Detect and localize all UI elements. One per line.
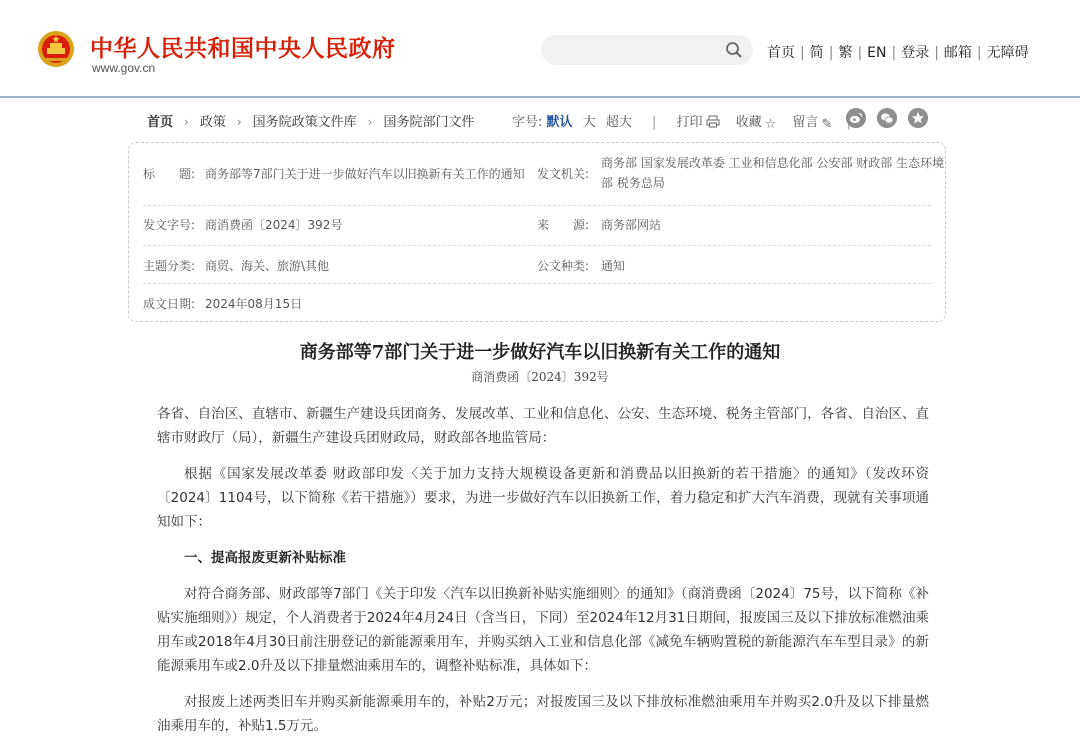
breadcrumb-home[interactable]: 首页 — [147, 115, 174, 130]
star-outline-icon: ☆ — [764, 117, 777, 132]
meta-topic-label: 主题分类: — [143, 259, 196, 273]
chevron-right-icon: › — [184, 115, 189, 129]
printer-icon — [706, 115, 720, 128]
article-title: 商务部等7部门关于进一步做好汽车以旧换新有关工作的通知 — [299, 342, 781, 363]
nav-separator: | — [976, 45, 982, 61]
nav-separator: | — [891, 45, 897, 61]
national-emblem-icon[interactable] — [36, 28, 76, 68]
meta-docno-label: 发文字号: — [143, 218, 196, 232]
tools-separator: | — [652, 115, 657, 130]
article-section-heading: 一、提高报废更新补贴标准 — [184, 550, 346, 566]
pencil-icon: ✎ — [821, 117, 833, 132]
nav-separator: | — [934, 45, 939, 61]
wechat-icon[interactable] — [877, 108, 897, 128]
favorite-label: 收藏 — [735, 115, 762, 130]
meta-source-value: 商务部网站 — [601, 218, 662, 232]
search-input[interactable] — [555, 35, 719, 67]
nav-login[interactable]: 登录 — [901, 45, 930, 61]
comment-button[interactable] — [793, 115, 833, 130]
nav-separator: | — [828, 45, 834, 61]
weibo-icon[interactable] — [846, 108, 866, 128]
comment-label: 留言 — [792, 115, 819, 130]
meta-source-label: 来 源: — [537, 218, 590, 232]
font-size-xlarge[interactable]: 超大 — [605, 115, 632, 130]
breadcrumb-policy[interactable]: 政策 — [199, 115, 226, 130]
meta-row-topic — [143, 245, 931, 284]
article-paragraph: 对符合商务部、财政部等7部门《关于印发〈汽车以旧换新补贴实施细则〉的通知》（商消费函〔2024〕75号，以下简称《补贴实施细则》）规定，个人消费者于2024年4月24日（含当日，下同）至2024年12月31日期间，报废国三及以下排放标准燃油乘用车或2018年4月30日前注册登记的新能源乘用车，并购买纳入工业和信息化部《减免车辆购置税的新能源汽车车型目录》的新能源乘用车或2.0升及以下排量燃油乘用车的，调整补贴标准，具体如下： — [157, 586, 929, 674]
chevron-right-icon: › — [236, 115, 242, 129]
article-body — [157, 402, 929, 750]
meta-row-docno — [143, 205, 931, 246]
star-icon[interactable] — [908, 108, 928, 128]
site-title[interactable]: 中华人民共和国中央人民政府 — [90, 36, 396, 62]
font-size-label: 字号: — [512, 115, 543, 130]
article-docno: 商消费函〔2024〕392号 — [471, 370, 609, 384]
nav-home[interactable]: 首页 — [767, 45, 795, 61]
meta-type-value: 通知 — [601, 259, 626, 273]
site-header — [0, 0, 1080, 98]
nav-simplified[interactable]: 简 — [809, 45, 824, 61]
meta-row-date — [143, 283, 931, 321]
meta-date-value: 2024年08月15日 — [205, 297, 303, 311]
chevron-right-icon: › — [367, 115, 373, 129]
breadcrumb-policy-library[interactable]: 国务院政策文件库 — [252, 115, 357, 130]
nav-english[interactable]: EN — [867, 45, 887, 61]
meta-date-label: 成文日期: — [143, 297, 196, 311]
article-paragraph: 对报废上述两类旧车并购买新能源乘用车的，补贴2万元；对报废国三及以下排放标准燃油乘用车并购买2.0升及以下排量燃油乘用车的，补贴1.5万元。 — [157, 694, 929, 734]
breadcrumb-department-docs[interactable]: 国务院部门文件 — [383, 115, 475, 130]
search-icon[interactable] — [725, 41, 743, 59]
article-tools — [512, 111, 861, 132]
site-url[interactable]: www.gov.cn — [92, 61, 156, 75]
font-size-large[interactable]: 大 — [582, 115, 596, 130]
breadcrumb-bar — [0, 98, 1080, 142]
meta-issuer-label: 发文机关: — [537, 167, 590, 181]
meta-title-label: 标 题: — [143, 167, 196, 181]
article-paragraph: 根据《国家发展改革委 财政部印发〈关于加力支持大规模设备更新和消费品以旧换新的若干措施〉的通知》（发改环资〔2024〕1104号，以下简称《若干措施》）要求，为进一步做好汽车以旧换新工作，着力稳定和扩大汽车消费，现就有关事项通知如下： — [157, 466, 929, 530]
meta-docno-value: 商消费函〔2024〕392号 — [205, 218, 343, 232]
meta-type-label: 公文种类: — [537, 259, 590, 273]
print-label: 打印 — [676, 115, 703, 130]
nav-separator: | — [800, 45, 805, 61]
top-nav — [767, 42, 1029, 62]
nav-mail[interactable]: 邮箱 — [943, 45, 972, 61]
nav-traditional[interactable]: 繁 — [838, 45, 853, 61]
meta-row-title — [143, 153, 945, 206]
favorite-button[interactable] — [736, 115, 777, 130]
meta-topic-value: 商贸、海关、旅游\其他 — [205, 259, 330, 273]
article-paragraph: 各省、自治区、直辖市、新疆生产建设兵团商务、发展改革、工业和信息化、公安、生态环境、税务主管部门，各省、自治区、直辖市财政厅（局），新疆生产建设兵团财政局，财政部各地监管局： — [157, 406, 929, 446]
nav-separator: | — [857, 45, 863, 61]
breadcrumb — [147, 111, 475, 130]
search-box[interactable] — [541, 35, 753, 65]
font-size-default[interactable]: 默认 — [546, 115, 573, 130]
meta-issuer-value: 商务部 国家发展改革委 工业和信息化部 公安部 财政部 生态环境部 税务总局 — [601, 156, 945, 190]
print-button[interactable] — [677, 115, 720, 130]
meta-title-value: 商务部等7部门关于进一步做好汽车以旧换新有关工作的通知 — [205, 167, 525, 181]
nav-accessibility[interactable]: 无障碍 — [986, 45, 1029, 61]
document-metadata — [128, 142, 946, 322]
